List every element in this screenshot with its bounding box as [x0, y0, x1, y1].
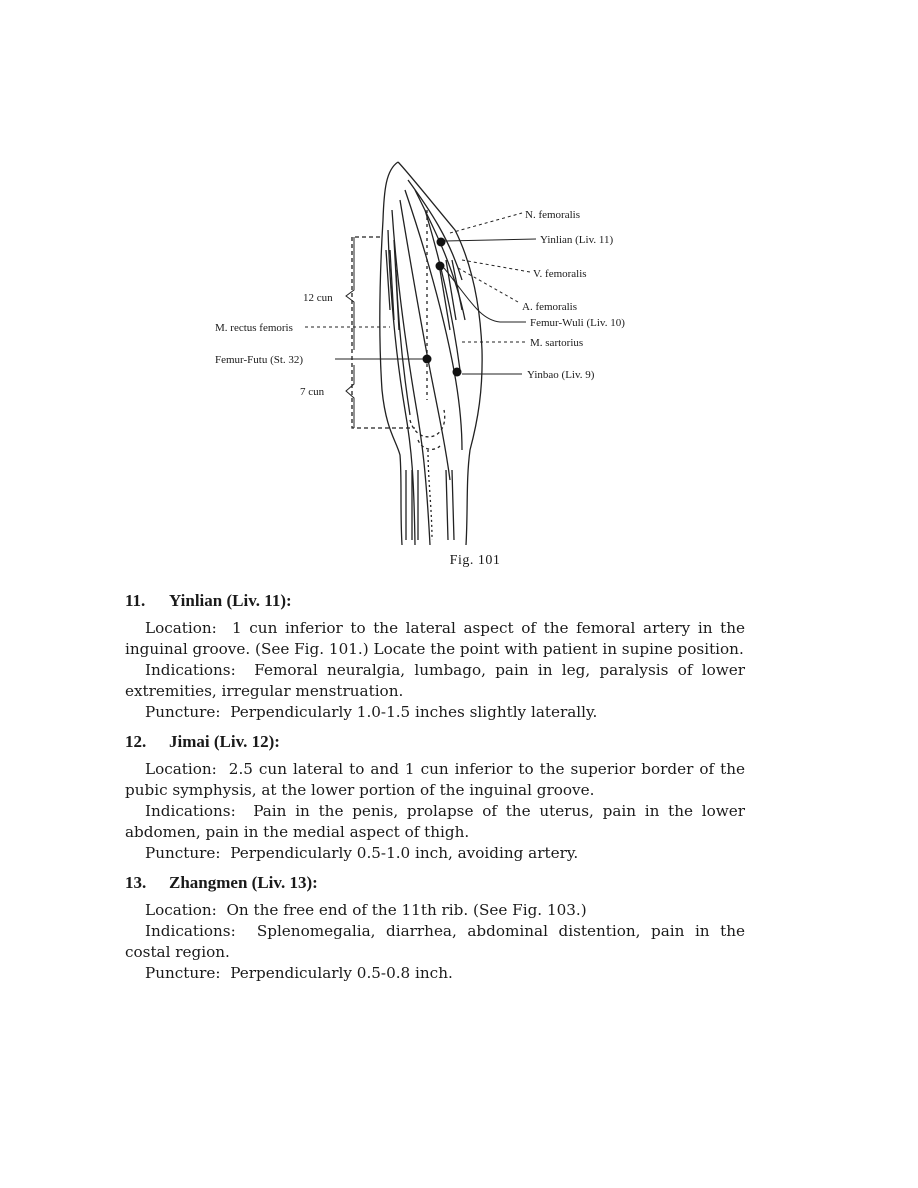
- label-7-cun: 7 cun: [300, 386, 325, 398]
- section-heading: [125, 731, 745, 753]
- thigh-outline-right: [398, 162, 482, 545]
- section-title: Zhangmen (Liv. 13):: [169, 873, 318, 892]
- label-a-femoralis: A. femoralis: [522, 301, 577, 313]
- section-title: Jimai (Liv. 12):: [169, 732, 280, 751]
- label-12-cun: 12 cun: [303, 292, 333, 304]
- label-m-rectus-femoris: M. rectus femoris: [215, 322, 293, 334]
- document-body: [125, 590, 745, 992]
- location-text: 1 cun inferior to the lateral aspect of the femoral artery in the inguinal groove. (See Fig. 101.) Locate the point with patient in supine position.: [125, 619, 745, 658]
- location-paragraph: [125, 618, 745, 660]
- label-n-femoralis: N. femoralis: [525, 209, 580, 221]
- indications-text: Femoral neuralgia, lumbago, pain in leg, paralysis of lower extremities, irregular menstruation.: [125, 661, 745, 700]
- anatomy-figure: [200, 150, 680, 550]
- location-text: On the free end of the 11th rib. (See Fig. 103.): [226, 901, 587, 919]
- section-11: [125, 590, 745, 723]
- label-femur-wuli: Femur-Wuli (Liv. 10): [530, 317, 625, 329]
- section-12: [125, 731, 745, 864]
- puncture-label: Puncture:: [145, 964, 221, 982]
- figure-caption: [0, 553, 918, 569]
- section-number: 11.: [125, 591, 146, 610]
- yinlian-point: [437, 238, 446, 247]
- location-label: Location:: [145, 760, 217, 778]
- label-yinlian: Yinlian (Liv. 11): [540, 234, 614, 246]
- label-v-femoralis: V. femoralis: [533, 268, 587, 280]
- section-13: [125, 872, 745, 984]
- indications-label: Indications:: [145, 922, 236, 940]
- label-yinbao: Yinbao (Liv. 9): [527, 369, 595, 381]
- puncture-label: Puncture:: [145, 844, 221, 862]
- location-paragraph: [125, 900, 745, 921]
- section-heading: [125, 872, 745, 894]
- label-m-sartorius: M. sartorius: [530, 337, 584, 349]
- puncture-text: Perpendicularly 0.5-1.0 inch, avoiding artery.: [230, 844, 579, 862]
- puncture-paragraph: [125, 843, 745, 864]
- indications-paragraph: [125, 921, 745, 963]
- thigh-outline-left: [380, 162, 402, 545]
- puncture-text: Perpendicularly 0.5-0.8 inch.: [230, 964, 453, 982]
- indications-text: Splenomegalia, diarrhea, abdominal distention, pain in the costal region.: [125, 922, 746, 961]
- section-heading: [125, 590, 745, 612]
- indications-paragraph: [125, 801, 745, 843]
- location-label: Location:: [145, 619, 217, 637]
- figure-caption-text: Fig. 101: [449, 553, 501, 568]
- puncture-paragraph: [125, 702, 745, 723]
- location-text: 2.5 cun lateral to and 1 cun inferior to the superior border of the pubic symphysis, at the lower portion of the inguinal groove.: [125, 760, 746, 799]
- thigh-illustration: [200, 150, 680, 550]
- location-paragraph: [125, 759, 745, 801]
- puncture-label: Puncture:: [145, 703, 221, 721]
- femur-futu-point: [423, 355, 432, 364]
- indications-label: Indications:: [145, 661, 236, 679]
- puncture-text: Perpendicularly 1.0-1.5 inches slightly laterally.: [230, 703, 598, 721]
- femur-wuli-point: [436, 262, 445, 271]
- section-title: Yinlian (Liv. 11):: [169, 591, 292, 610]
- label-femur-futu: Femur-Futu (St. 32): [215, 354, 304, 366]
- yinbao-point: [453, 368, 462, 377]
- indications-paragraph: [125, 660, 745, 702]
- section-number: 12.: [125, 732, 147, 751]
- indications-label: Indications:: [145, 802, 236, 820]
- puncture-paragraph: [125, 963, 745, 984]
- indications-text: Pain in the penis, prolapse of the uterus, pain in the lower abdomen, pain in the medial aspect of thigh.: [125, 802, 745, 841]
- section-number: 13.: [125, 873, 147, 892]
- location-label: Location:: [145, 901, 217, 919]
